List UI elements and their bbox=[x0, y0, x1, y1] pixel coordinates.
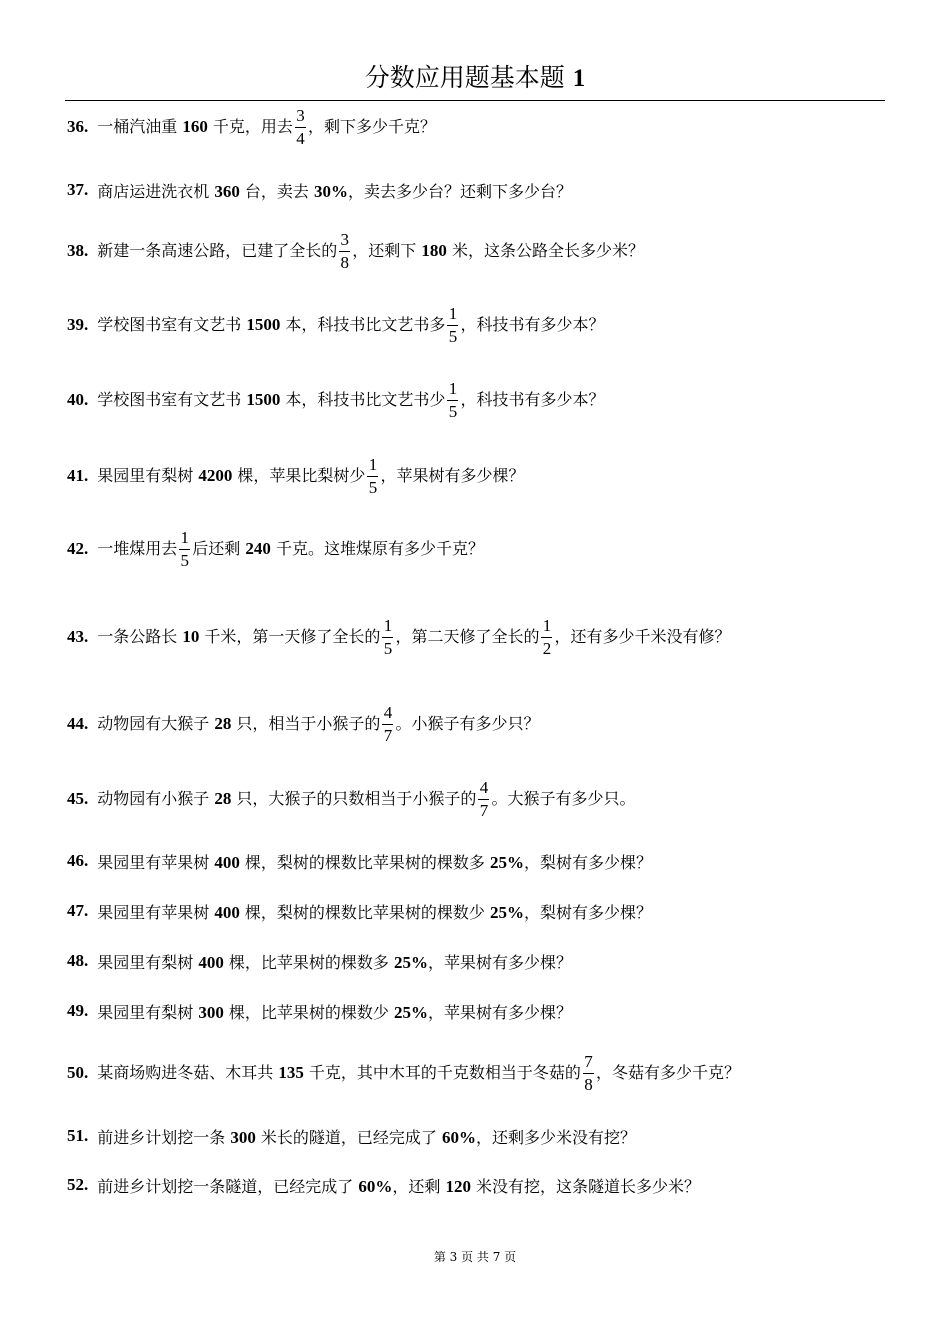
question-number-value: 25% bbox=[394, 1002, 429, 1022]
question-text-segment: 台，卖去 bbox=[239, 181, 315, 201]
question-number-value: 1500 bbox=[246, 314, 281, 334]
question-number-value: 400 bbox=[214, 852, 240, 872]
question-text-segment: 只，大猴子的只数相当于小猴子的 bbox=[231, 788, 477, 808]
fraction-bar bbox=[447, 325, 458, 326]
question-text-segment: ，苹果树有多少棵？ bbox=[428, 1002, 573, 1022]
fraction bbox=[179, 528, 190, 571]
page-footer: 第 3 页 共 7 页 bbox=[433, 1250, 517, 1264]
fraction-denominator: 2 bbox=[542, 638, 552, 658]
question-text-segment: 米没有挖，这条隧道长多少米？ bbox=[470, 1176, 701, 1196]
question-text bbox=[97, 1125, 636, 1148]
fraction-numerator: 1 bbox=[542, 615, 552, 635]
question-text-segment: 动物园有小猴子 bbox=[97, 788, 215, 808]
question-number-value: 120 bbox=[445, 1176, 471, 1196]
question-text bbox=[97, 616, 730, 659]
question-51 bbox=[67, 1111, 927, 1161]
question-text-segment: 千克，用去 bbox=[207, 116, 293, 136]
page-title-number: 1 bbox=[572, 65, 586, 92]
fraction-numerator: 4 bbox=[383, 702, 393, 722]
question-text-segment: 某商场购进冬菇、木耳共 bbox=[97, 1062, 279, 1082]
question-number: 38. bbox=[67, 241, 89, 260]
question-number: 39. bbox=[67, 315, 89, 334]
fraction bbox=[367, 455, 378, 498]
fraction bbox=[447, 304, 458, 347]
question-text bbox=[97, 528, 484, 571]
question-text bbox=[97, 778, 635, 821]
question-text-segment: 果园里有梨树 bbox=[97, 952, 199, 972]
question-46 bbox=[67, 836, 927, 886]
question-text-segment: 棵，比苹果树的棵数少 bbox=[223, 1002, 395, 1022]
question-text-segment: 果园里有梨树 bbox=[97, 1002, 199, 1022]
fraction bbox=[382, 703, 393, 746]
question-number: 45. bbox=[67, 789, 89, 808]
question-50 bbox=[67, 1048, 927, 1098]
fraction bbox=[382, 616, 393, 659]
fraction-bar bbox=[447, 400, 458, 401]
question-text-segment: 棵，比苹果树的棵数多 bbox=[223, 952, 395, 972]
question-text-segment: 一桶汽油重 bbox=[97, 116, 183, 136]
fraction-denominator: 5 bbox=[368, 477, 378, 497]
fraction bbox=[541, 616, 552, 659]
fraction-denominator: 5 bbox=[448, 326, 458, 346]
question-text bbox=[97, 179, 572, 202]
fraction-denominator: 7 bbox=[383, 725, 393, 745]
fraction-numerator: 7 bbox=[584, 1051, 593, 1071]
question-text-segment: 棵，苹果比梨树少 bbox=[232, 465, 366, 485]
question-text-segment: 前进乡计划挖一条隧道，已经完成了 bbox=[97, 1176, 359, 1196]
question-text-segment: ，苹果树有多少棵？ bbox=[428, 952, 573, 972]
question-number-value: 28 bbox=[214, 788, 232, 808]
question-52 bbox=[67, 1160, 927, 1210]
question-number-value: 135 bbox=[278, 1062, 304, 1082]
question-number: 47. bbox=[67, 901, 89, 920]
question-number: 44. bbox=[67, 714, 89, 733]
question-number: 41. bbox=[67, 466, 89, 485]
question-text bbox=[97, 850, 652, 873]
question-text-segment: 学校图书室有文艺书 bbox=[97, 389, 247, 409]
question-text-segment: 千米，第一天修了全长的 bbox=[199, 626, 381, 646]
question-42 bbox=[67, 524, 927, 574]
question-number-value: 28 bbox=[214, 713, 232, 733]
question-number-value: 4200 bbox=[198, 465, 233, 485]
fraction-denominator: 5 bbox=[448, 401, 458, 421]
question-text-segment: 只，相当于小猴子的 bbox=[231, 713, 381, 733]
question-text-segment: ，科技书有多少本？ bbox=[460, 389, 605, 409]
question-number: 48. bbox=[67, 951, 89, 970]
question-text-segment: 果园里有苹果树 bbox=[97, 902, 215, 922]
question-text-segment: 本，科技书比文艺书少 bbox=[280, 389, 446, 409]
question-text-segment: ，苹果树有多少棵？ bbox=[380, 465, 525, 485]
question-text bbox=[97, 900, 652, 923]
question-number-value: 25% bbox=[394, 952, 429, 972]
question-text bbox=[97, 1174, 700, 1197]
question-44 bbox=[67, 699, 927, 749]
question-number: 52. bbox=[67, 1175, 89, 1194]
question-text-segment: ，还剩 bbox=[392, 1176, 446, 1196]
question-number-value: 60% bbox=[442, 1127, 477, 1147]
question-38 bbox=[67, 226, 927, 276]
fraction-numerator: 4 bbox=[479, 777, 489, 797]
fraction-bar bbox=[583, 1073, 594, 1074]
question-number-value: 360 bbox=[214, 181, 240, 201]
question-40 bbox=[67, 375, 927, 425]
question-number: 43. bbox=[67, 627, 89, 646]
fraction-numerator: 1 bbox=[180, 527, 190, 547]
question-text-segment: 千克，其中木耳的千克数相当于冬菇的 bbox=[303, 1062, 581, 1082]
question-text-segment: 新建一条高速公路，已建了全长的 bbox=[97, 240, 338, 260]
question-37 bbox=[67, 165, 927, 215]
question-text bbox=[97, 230, 644, 273]
question-text-segment: 一条公路长 bbox=[97, 626, 183, 646]
question-text-segment: ，冬菇有多少千克？ bbox=[595, 1062, 740, 1082]
fraction-numerator: 3 bbox=[296, 105, 305, 125]
page-title bbox=[0, 58, 950, 99]
fraction-denominator: 5 bbox=[180, 550, 190, 570]
question-text-segment: ，科技书有多少本？ bbox=[460, 314, 605, 334]
question-number-value: 60% bbox=[358, 1176, 393, 1196]
question-39 bbox=[67, 300, 927, 350]
fraction-bar bbox=[382, 724, 393, 725]
fraction-numerator: 1 bbox=[448, 303, 458, 323]
question-text-segment: ，梨树有多少棵？ bbox=[524, 902, 653, 922]
question-number-value: 180 bbox=[421, 240, 447, 260]
question-text-segment: 商店运进洗衣机 bbox=[97, 181, 215, 201]
question-text-segment: ，卖去多少台？还剩下多少台？ bbox=[348, 181, 573, 201]
question-text-segment: ，剩下多少千克？ bbox=[307, 116, 436, 136]
question-number: 40. bbox=[67, 390, 89, 409]
fraction-denominator: 8 bbox=[584, 1074, 593, 1094]
question-text-segment: 千克。这堆煤原有多少千克？ bbox=[270, 538, 484, 558]
question-text-segment: 前进乡计划挖一条 bbox=[97, 1127, 231, 1147]
question-text-segment: 棵，梨树的棵数比苹果树的棵数少 bbox=[239, 902, 491, 922]
question-text-segment: 。大猴子有多少只。 bbox=[491, 788, 636, 808]
question-43 bbox=[67, 612, 927, 662]
fraction-bar bbox=[541, 637, 552, 638]
question-text bbox=[97, 1052, 740, 1095]
question-text bbox=[97, 304, 604, 347]
question-text-segment: 学校图书室有文艺书 bbox=[97, 314, 247, 334]
fraction-bar bbox=[367, 476, 378, 477]
question-47 bbox=[67, 886, 927, 936]
question-number-value: 160 bbox=[182, 116, 208, 136]
question-text bbox=[97, 950, 572, 973]
question-number-value: 25% bbox=[490, 902, 525, 922]
question-number: 51. bbox=[67, 1126, 89, 1145]
question-text bbox=[97, 455, 524, 498]
fraction bbox=[583, 1052, 594, 1095]
question-number: 42. bbox=[67, 539, 89, 558]
question-text-segment: 棵，梨树的棵数比苹果树的棵数多 bbox=[239, 852, 491, 872]
fraction-bar bbox=[295, 127, 306, 128]
fraction-denominator: 5 bbox=[383, 638, 393, 658]
question-number-value: 10 bbox=[182, 626, 200, 646]
question-text bbox=[97, 1000, 572, 1023]
question-number-value: 30% bbox=[314, 181, 349, 201]
question-number-value: 300 bbox=[230, 1127, 256, 1147]
question-number: 50. bbox=[67, 1063, 89, 1082]
question-text-segment: 果园里有苹果树 bbox=[97, 852, 215, 872]
fraction bbox=[339, 230, 350, 273]
fraction-denominator: 4 bbox=[296, 128, 305, 148]
question-text-segment: ，第二天修了全长的 bbox=[395, 626, 540, 646]
question-text-segment: 动物园有大猴子 bbox=[97, 713, 215, 733]
question-number-value: 240 bbox=[245, 538, 271, 558]
fraction-denominator: 7 bbox=[479, 800, 489, 820]
question-36 bbox=[67, 102, 927, 152]
fraction-denominator: 8 bbox=[340, 252, 350, 272]
fraction-bar bbox=[179, 549, 190, 550]
question-number: 46. bbox=[67, 851, 89, 870]
fraction bbox=[478, 778, 489, 821]
question-text-segment: 果园里有梨树 bbox=[97, 465, 199, 485]
question-number-value: 25% bbox=[490, 852, 525, 872]
question-text-segment: 本，科技书比文艺书多 bbox=[280, 314, 446, 334]
question-number: 36. bbox=[67, 117, 89, 136]
question-text-segment: 米，这条公路全长多少米？ bbox=[446, 240, 644, 260]
question-number: 49. bbox=[67, 1001, 89, 1020]
question-text-segment: ，还有多少千米没有修？ bbox=[554, 626, 731, 646]
fraction-numerator: 1 bbox=[368, 454, 378, 474]
question-41 bbox=[67, 451, 927, 501]
title-divider bbox=[65, 100, 885, 101]
question-text-segment: ，还剩多少米没有挖？ bbox=[476, 1127, 637, 1147]
fraction-numerator: 1 bbox=[383, 615, 393, 635]
fraction-numerator: 3 bbox=[340, 229, 350, 249]
question-number-value: 400 bbox=[198, 952, 224, 972]
question-48 bbox=[67, 936, 927, 986]
question-text-segment: ，梨树有多少棵？ bbox=[524, 852, 653, 872]
question-text-segment: 后还剩 bbox=[192, 538, 246, 558]
question-number-value: 300 bbox=[198, 1002, 224, 1022]
fraction-bar bbox=[478, 799, 489, 800]
fraction-numerator: 1 bbox=[448, 378, 458, 398]
fraction bbox=[447, 379, 458, 422]
fraction bbox=[295, 106, 306, 149]
question-text-segment: 米长的隧道，已经完成了 bbox=[255, 1127, 443, 1147]
question-text bbox=[97, 106, 436, 149]
page-title-text: 分数应用题基本题 bbox=[364, 63, 565, 92]
fraction-bar bbox=[339, 251, 350, 252]
question-text-segment: 。小猴子有多少只？ bbox=[395, 713, 540, 733]
question-text-segment: ，还剩下 bbox=[352, 240, 422, 260]
question-text bbox=[97, 379, 604, 422]
question-text bbox=[97, 703, 539, 746]
question-49 bbox=[67, 986, 927, 1036]
question-45 bbox=[67, 774, 927, 824]
fraction-bar bbox=[382, 637, 393, 638]
question-number: 37. bbox=[67, 180, 89, 199]
question-text-segment: 一堆煤用去 bbox=[97, 538, 178, 558]
question-number-value: 1500 bbox=[246, 389, 281, 409]
question-number-value: 400 bbox=[214, 902, 240, 922]
